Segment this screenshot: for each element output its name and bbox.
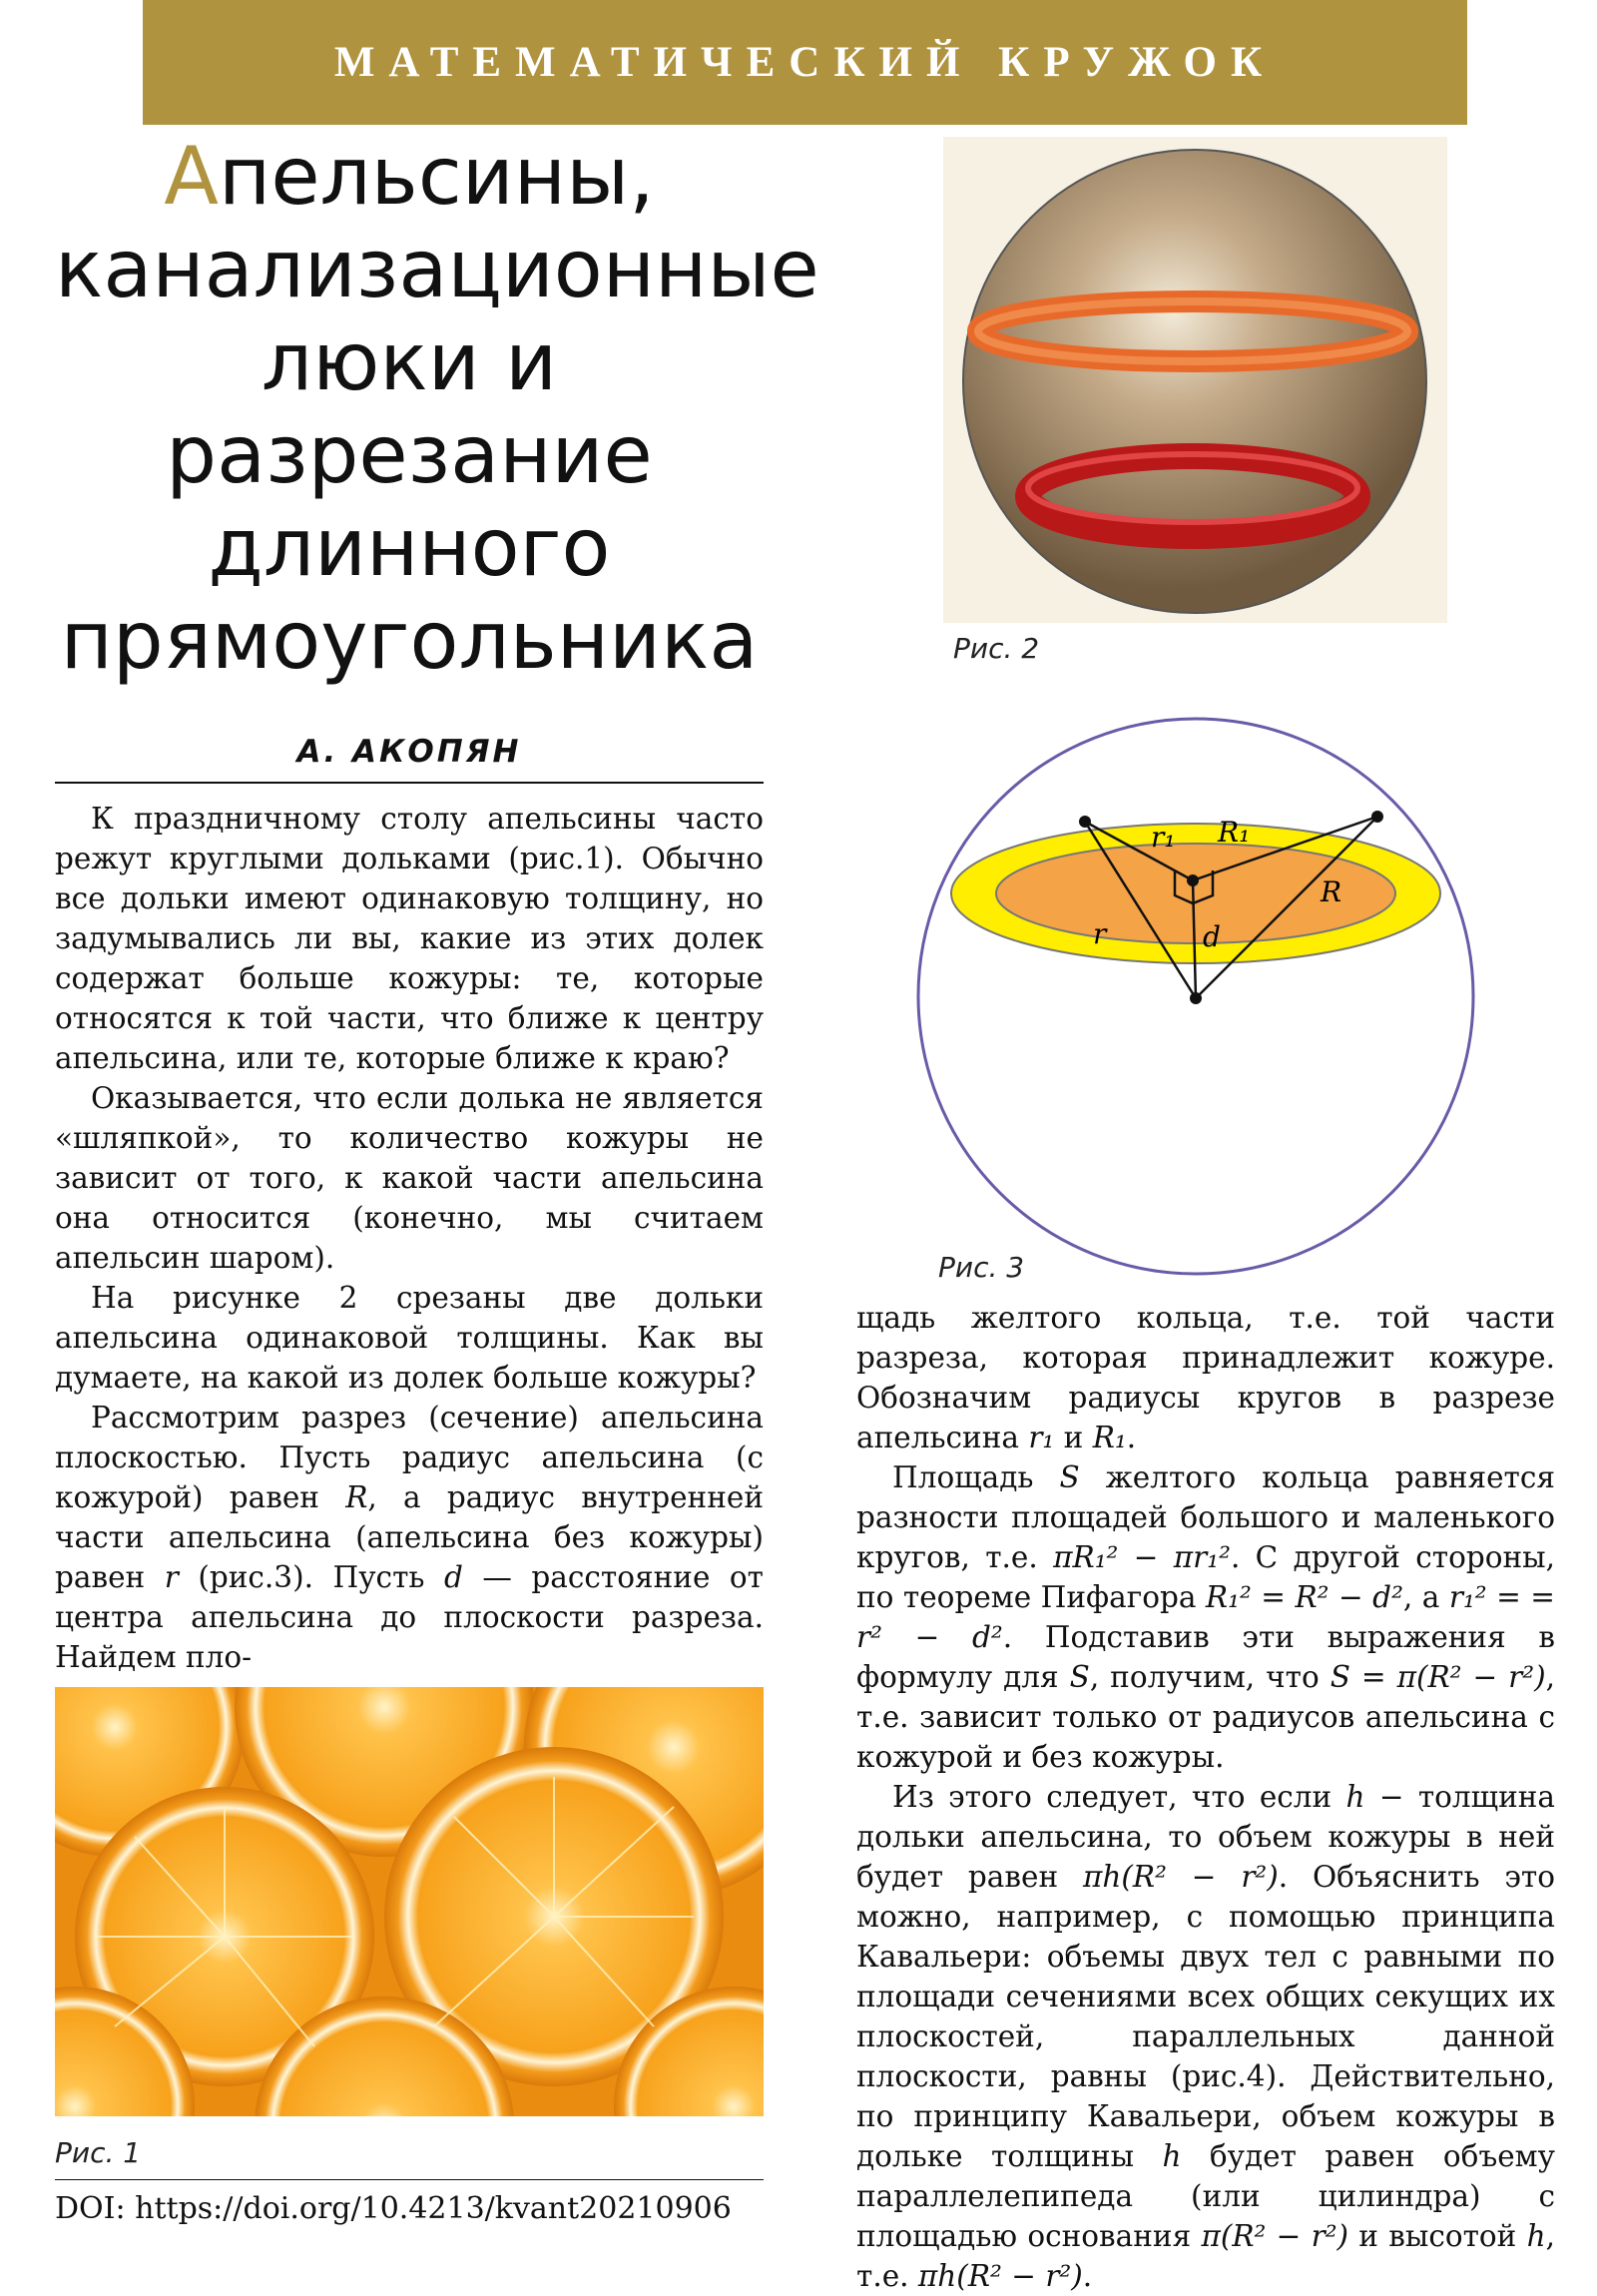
paragraph: На рисунке 2 срезаны две дольки апельсина одинаковой толщины. Как вы думаете, на какой из долек больше кожуры? — [55, 1281, 764, 1395]
fig1-caption: Рис. 1 — [55, 2136, 142, 2169]
label-r: r — [1093, 917, 1107, 950]
left-column — [55, 799, 764, 1677]
title-rest: пельсины, канализационные люки и разрезание длинного прямоугольника — [55, 130, 819, 687]
title-initial: А — [164, 130, 220, 223]
formula: πR₁² − πr₁² — [1053, 1540, 1231, 1574]
formula: S = π(R² − r²) — [1330, 1660, 1546, 1694]
doi-rule — [55, 2179, 764, 2180]
fig3-caption: Рис. 3 — [938, 1251, 1025, 1284]
article-title — [55, 130, 819, 687]
section-title: МАТЕМАТИЧЕСКИЙ КРУЖОК — [333, 39, 1277, 86]
author-rule — [55, 782, 764, 784]
label-R: R — [1321, 875, 1342, 908]
paragraph: Оказывается, что если долька не является «шляпкой», то количество кожуры не зависит от того, к какой части апельсина она относится (конечно, мы считаем апельсин шаром). — [55, 1081, 764, 1275]
formula: πh(R² − r²) — [1082, 1860, 1279, 1894]
label-d: d — [1203, 920, 1221, 953]
right-column — [856, 1298, 1555, 2296]
paragraph: Площадь S желтого кольца равняется разности площадей большого и маленького кругов, т.е. πR₁² − πr₁². С другой стороны, по теореме Пифагора R₁² = R² − d², а r₁² = = r² − d². Подставив эти выражения в формулу для S, получим, что S = π(R² − r²), т.е. зависит только от радиусов апельсина с кожурой и без кожуры. — [856, 1460, 1555, 1774]
orange-slices-photo — [55, 1687, 764, 2116]
paragraph: щадь желтого кольца, т.е. той части разреза, которая принадлежит кожуре. Обозначим радиусы кругов в разрезе апельсина r₁ и R₁. — [856, 1301, 1555, 1454]
formula: π(R² − r²) — [1201, 2219, 1349, 2253]
paragraph: К праздничному столу апельсины часто режут круглыми дольками (рис.1). Обычно все дольки имеют одинаковую толщину, но задумывались ли вы, какие из этих долек содержат больше кожуры: те, которые относятся к той части, что ближе к центру апельсина, или те, которые ближе к краю? — [55, 802, 764, 1075]
formula: R₁² = R² − d² — [1205, 1580, 1403, 1614]
doi-link[interactable]: DOI: https://doi.org/10.4213/kvant20210906 — [55, 2191, 732, 2226]
label-R1: R₁ — [1218, 816, 1251, 849]
article-author: А. АКОПЯН — [296, 734, 522, 770]
formula: r₁² = = r² − d² — [856, 1580, 1555, 1654]
label-r1: r₁ — [1151, 821, 1176, 854]
paragraph: Рассмотрим разрез (сечение) апельсина плоскостью. Пусть радиус апельсина (с кожурой) равен R, а радиус внутренней части апельсина (апельсина без кожуры) равен r (рис.3). Пусть d — расстояние от центра апельсина до плоскости разреза. Найдем пло- — [55, 1401, 764, 1674]
formula: πh(R² − r²) — [917, 2259, 1083, 2293]
fig2-caption: Рис. 2 — [953, 632, 1040, 665]
sphere-with-slices-figure — [943, 137, 1447, 623]
section-header — [143, 0, 1467, 125]
cross-section-diagram — [913, 714, 1482, 1283]
paragraph: Из этого следует, что если h − толщина дольки апельсина, то объем кожуры в ней будет равен πh(R² − r²). Объяснить это можно, например, с помощью принципа Кавальери: объемы двух тел с равными по площади сечениями всех общих секущих их плоскостей, параллельных данной плоскости, равны (рис.4). Действительно, по принципу Кавальери, объем кожуры в дольке толщины h будет равен объему параллелепипеда (или цилиндра) с площадью основания π(R² − r²) и высотой h, т.е. πh(R² − r²). — [856, 1780, 1555, 2293]
